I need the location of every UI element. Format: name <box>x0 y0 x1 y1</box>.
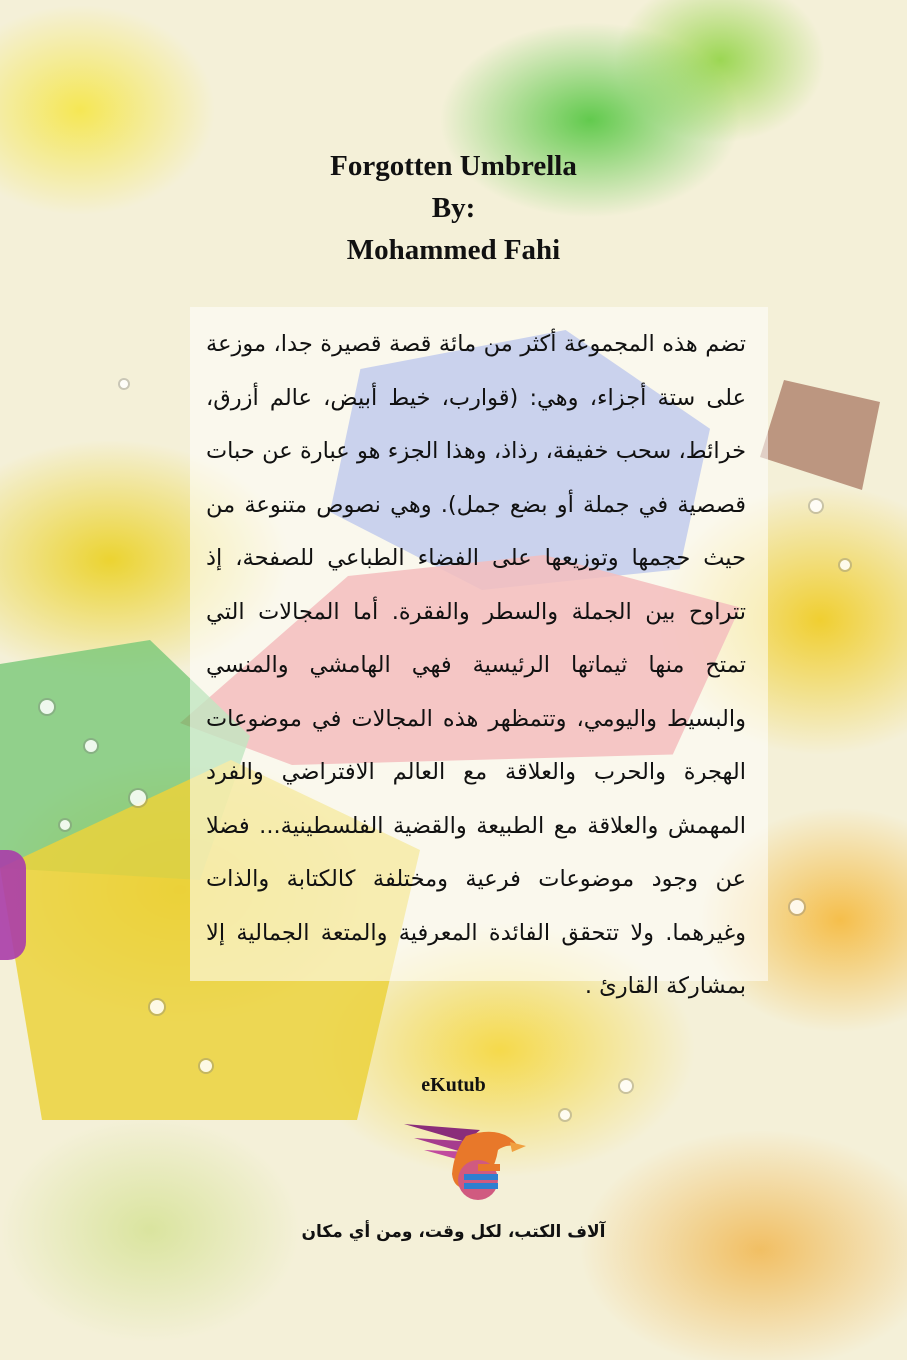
blossom-decoration <box>790 900 804 914</box>
blossom-decoration <box>840 560 850 570</box>
blurb-text: تضم هذه المجموعة أكثر من مائة قصة قصيرة جدا، موزعة على ستة أجزاء، وهي: (قوارب، خيط أبيض، عالم أزرق، خرائط، سحب خفيفة، رذاذ، وهذا الجزء هو عبارة عن حبات قصصية في جملة أو بضع جمل). وهي نصوص متنوعة من حيث حجمها وتوزيعها على الفضاء الطباعي للصفحة، إذ تتراوح بين الجملة والسطر والفقرة. أما المجالات التي تمتح منها ثيماتها الرئيسية فهي الهامشي والمنسي والبسيط واليومي، وتتمظهر هذه المجالات في موضوعات الهجرة والحرب والعلاقة مع العالم الافتراضي والفرد المهمش والعلاقة مع الطبيعة والقضية الفلسطينية... فضلا عن وجود موضوعات فرعية ومختلفة كالكتابة والذات وغيرهما. ولا تتحقق الفائدة المعرفية والمتعة الجمالية إلا بمشاركة القارئ . <box>206 331 746 999</box>
brown-branch-painting <box>760 380 880 490</box>
blossom-decoration <box>150 1000 164 1014</box>
blossom-decoration <box>200 1060 212 1072</box>
blossom-decoration <box>810 500 822 512</box>
blossom-decoration <box>120 380 128 388</box>
publisher-name: eKutub <box>421 1074 486 1096</box>
ekutub-bird-logo-icon <box>402 1116 532 1216</box>
blossom-decoration <box>130 790 146 806</box>
book-title: Forgotten Umbrella <box>330 150 577 182</box>
blossom-decoration <box>560 1110 570 1120</box>
blossom-decoration <box>85 740 97 752</box>
blossom-decoration <box>60 820 70 830</box>
magenta-umbrella-painting <box>0 850 26 960</box>
cover-title-block <box>0 145 907 271</box>
by-label: By: <box>431 192 476 224</box>
blossom-decoration <box>40 700 54 714</box>
author-name: Mohammed Fahi <box>346 234 561 266</box>
publisher-slogan: آلاف الكتب، لكل وقت، ومن أي مكان <box>301 1222 606 1242</box>
